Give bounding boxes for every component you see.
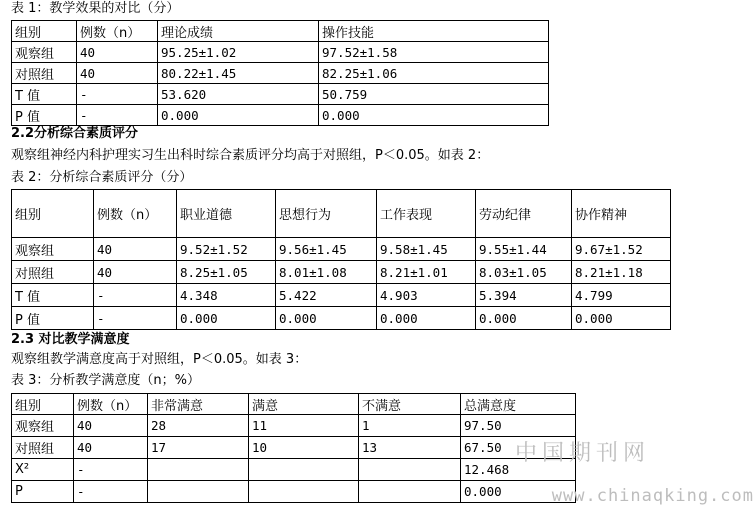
table-cell: 0.000: [158, 105, 319, 126]
table-cell: 9.67±1.52: [572, 238, 671, 261]
table-cell: 对照组: [12, 63, 77, 84]
table-cell: 50.759: [319, 84, 549, 105]
table-cell: 40: [94, 261, 177, 284]
column-header: 例数（n）: [94, 190, 177, 238]
column-header: 劳动纪律: [476, 190, 572, 238]
column-header: 理论成绩: [158, 21, 319, 42]
column-header: 组别: [12, 190, 94, 238]
column-header: 例数（n）: [77, 21, 158, 42]
table-row: [12, 437, 576, 459]
table-cell: -: [74, 481, 148, 503]
table-cell: 9.55±1.44: [476, 238, 572, 261]
table-cell: 97.50: [461, 415, 576, 437]
table-cell: T 值: [12, 284, 94, 307]
header-row: [12, 394, 576, 415]
table-cell: 1: [359, 415, 461, 437]
table-cell: 0.000: [461, 481, 576, 503]
table1-caption: 表 1：教学效果的对比（分）: [11, 1, 180, 16]
table-cell: 17: [148, 437, 249, 459]
header-row: [12, 21, 549, 42]
section-2-2-heading: 2.2分析综合素质评分: [11, 126, 139, 141]
table-cell: 12.468: [461, 459, 576, 481]
column-header: 操作技能: [319, 21, 549, 42]
column-header: 工作表现: [377, 190, 476, 238]
table-cell: 9.58±1.45: [377, 238, 476, 261]
table-cell: 5.422: [276, 284, 377, 307]
table-cell: 97.52±1.58: [319, 42, 549, 63]
table-cell: 40: [77, 63, 158, 84]
table-cell: 9.56±1.45: [276, 238, 377, 261]
table-row: [12, 261, 671, 284]
table-cell: 8.25±1.05: [177, 261, 276, 284]
header-row: [12, 190, 671, 238]
table-cell: 4.799: [572, 284, 671, 307]
column-header: 满意: [249, 394, 359, 415]
table-cell: 95.25±1.02: [158, 42, 319, 63]
table-cell: -: [94, 307, 177, 330]
table-cell: [249, 481, 359, 503]
table-cell: 0.000: [319, 105, 549, 126]
column-header: 职业道德: [177, 190, 276, 238]
table-cell: 观察组: [12, 42, 77, 63]
table-cell: X²: [12, 459, 74, 481]
table-row: [12, 459, 576, 481]
table-row: [12, 105, 549, 126]
watermark-url: www.chinaqking.com: [551, 486, 754, 506]
column-header: 组别: [12, 21, 77, 42]
table-cell: P: [12, 481, 74, 503]
table-cell: 40: [74, 437, 148, 459]
table-cell: 5.394: [476, 284, 572, 307]
table-cell: 8.01±1.08: [276, 261, 377, 284]
watermark-site-name: 中国期刊网: [514, 441, 650, 466]
table-teaching-satisfaction: [11, 393, 576, 503]
table-cell: 53.620: [158, 84, 319, 105]
table-cell: [359, 459, 461, 481]
table-row: [12, 63, 549, 84]
table-cell: 观察组: [12, 415, 74, 437]
table-row: [12, 238, 671, 261]
column-header: 协作精神: [572, 190, 671, 238]
table-cell: 40: [77, 42, 158, 63]
table-cell: 40: [94, 238, 177, 261]
table-cell: [359, 481, 461, 503]
table-cell: 4.903: [377, 284, 476, 307]
table-cell: 对照组: [12, 261, 94, 284]
table-cell: P 值: [12, 307, 94, 330]
table-cell: 8.03±1.05: [476, 261, 572, 284]
table-cell: 13: [359, 437, 461, 459]
table-cell: P 值: [12, 105, 77, 126]
table-cell: 0.000: [377, 307, 476, 330]
column-header: 总满意度: [461, 394, 576, 415]
table-cell: 28: [148, 415, 249, 437]
table-cell: [249, 459, 359, 481]
column-header: 不满意: [359, 394, 461, 415]
table-cell: 8.21±1.01: [377, 261, 476, 284]
table-row: [12, 42, 549, 63]
table-comprehensive-quality: [11, 189, 671, 330]
table-cell: 对照组: [12, 437, 74, 459]
table2-caption: 表 2：分析综合素质评分（分）: [11, 170, 193, 185]
table-cell: 0.000: [276, 307, 377, 330]
table-cell: T 值: [12, 84, 77, 105]
table-cell: 4.348: [177, 284, 276, 307]
table-cell: 观察组: [12, 238, 94, 261]
table-cell: 0.000: [572, 307, 671, 330]
table-cell: 0.000: [476, 307, 572, 330]
table-cell: 0.000: [177, 307, 276, 330]
table-cell: [148, 459, 249, 481]
table-cell: -: [77, 84, 158, 105]
table-cell: -: [74, 459, 148, 481]
table-cell: [148, 481, 249, 503]
table-cell: 11: [249, 415, 359, 437]
table-row: [12, 84, 549, 105]
column-header: 非常满意: [148, 394, 249, 415]
section-2-3-heading: 2.3 对比教学满意度: [11, 332, 130, 347]
table-cell: 40: [74, 415, 148, 437]
table-cell: -: [94, 284, 177, 307]
table-row: [12, 481, 576, 503]
table-cell: -: [77, 105, 158, 126]
table-row: [12, 415, 576, 437]
section-2-2-body: 观察组神经内科护理实习生出科时综合素质评分均高于对照组，P＜0.05。如表 2：: [11, 148, 490, 163]
column-header: 例数（n）: [74, 394, 148, 415]
table-cell: 8.21±1.18: [572, 261, 671, 284]
table-cell: 9.52±1.52: [177, 238, 276, 261]
table-teaching-effect: [11, 20, 549, 126]
table-cell: 80.22±1.45: [158, 63, 319, 84]
table-cell: 82.25±1.06: [319, 63, 549, 84]
column-header: 组别: [12, 394, 74, 415]
table-row: [12, 307, 671, 330]
table-cell: 67.50: [461, 437, 576, 459]
table-row: [12, 284, 671, 307]
table-cell: 10: [249, 437, 359, 459]
column-header: 思想行为: [276, 190, 377, 238]
table3-caption: 表 3：分析教学满意度（n；%）: [11, 373, 200, 388]
section-2-3-body: 观察组教学满意度高于对照组，P＜0.05。如表 3：: [11, 352, 308, 367]
